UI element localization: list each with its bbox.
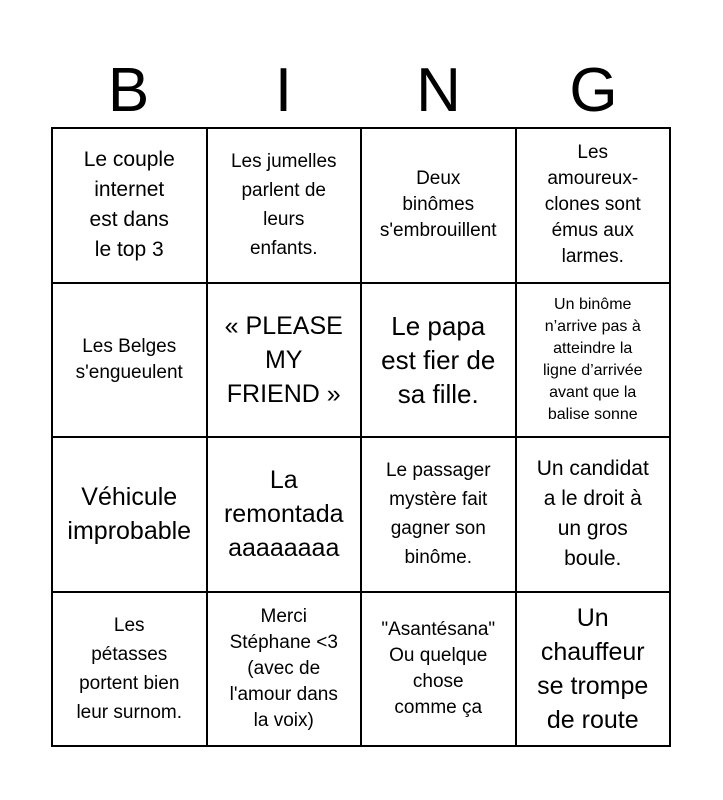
bingo-cell[interactable]	[53, 129, 208, 284]
cell-text: Un chauffeur se trompe de route	[537, 603, 649, 734]
bingo-cell[interactable]	[208, 129, 363, 284]
cell-text: Les pétasses portent bien leur surnom.	[76, 614, 183, 723]
bingo-cell[interactable]	[362, 129, 517, 284]
bingo-cell[interactable]	[517, 284, 672, 439]
cell-text: Merci Stéphane <3 (avec de l'amour dans la voix)	[229, 605, 338, 731]
cell-text: Les Belges s'engueulent	[75, 335, 183, 383]
cell-text: Un candidat a le droit à un gros boule.	[536, 457, 649, 571]
cell-text: Deux binômes s'embrouillent	[379, 168, 497, 242]
header-letter-b: B	[107, 56, 150, 125]
cell-text: Le couple internet est dans le top 3	[83, 148, 175, 262]
cell-text: Véhicule improbable	[67, 483, 192, 546]
bingo-cell[interactable]	[362, 284, 517, 439]
bingo-cell[interactable]	[53, 284, 208, 439]
bingo-cell[interactable]	[53, 438, 208, 593]
bingo-cell[interactable]	[53, 593, 208, 748]
cell-text: Un binôme n’arrive pas à atteindre la ligne d’arrivée avant que la balise sonne	[542, 295, 643, 423]
header-letter-i: I	[274, 56, 293, 125]
cell-text: Le passager mystère fait gagner son binôme.	[385, 460, 491, 569]
bingo-cell[interactable]	[362, 593, 517, 748]
cell-text: Le papa est fier de sa fille.	[381, 310, 496, 409]
cell-text: « PLEASE MY FRIEND »	[224, 311, 343, 408]
cell-text: La remontada aaaaaaaa	[223, 466, 344, 563]
header-letter-n: N	[416, 56, 461, 125]
bingo-cell[interactable]	[208, 593, 363, 748]
bingo-cell[interactable]	[517, 593, 672, 748]
bingo-cell[interactable]	[208, 284, 363, 439]
header-letter-g: G	[569, 56, 618, 125]
cell-text: Les jumelles parlent de leurs enfants.	[230, 151, 337, 260]
bingo-board	[51, 127, 671, 747]
cell-text: Les amoureux- clones sont émus aux larmes.	[544, 142, 641, 268]
bingo-cell[interactable]	[517, 129, 672, 284]
cell-text: "Asantésana" Ou quelque chose comme ça	[381, 618, 496, 718]
bingo-header	[51, 48, 671, 128]
bingo-cell[interactable]	[208, 438, 363, 593]
bingo-cell[interactable]	[517, 438, 672, 593]
bingo-cell[interactable]	[362, 438, 517, 593]
